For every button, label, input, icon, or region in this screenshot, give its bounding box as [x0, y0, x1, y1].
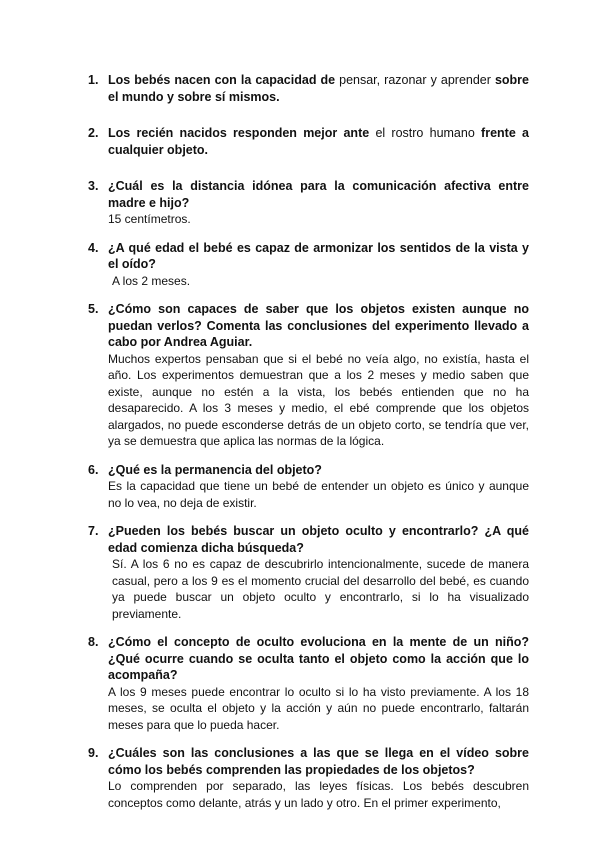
question-number: 2. — [88, 126, 99, 140]
question-text: ¿A qué edad el bebé es capaz de armonizar los sentidos de la vista y el oído? — [108, 240, 529, 271]
question-item-9 — [88, 745, 529, 811]
question-number: 4. — [88, 240, 99, 255]
question-item-3 — [88, 178, 529, 228]
answer-text: A los 2 meses. — [112, 273, 191, 288]
question-text: ¿Cómo son capaces de saber que los objetos existen aunque no puedan verlos? Comenta las conclusiones del experimento llevado a cabo por Andrea Aguiar. — [108, 302, 529, 349]
answer-text: Lo comprenden por separado, las leyes físicas. Los bebés descubren conceptos como delante, atrás y un lado y otro. En el primer experimento, — [108, 779, 529, 810]
question-number: 5. — [88, 302, 99, 316]
filled-answer: el rostro humano — [375, 126, 475, 140]
question-text: ¿Cuál es la distancia idónea para la comunicación afectiva entre madre e hijo? — [108, 179, 529, 210]
filled-answer: pensar, razonar y aprender — [339, 73, 491, 87]
answer-text: Muchos expertos pensaban que si el bebé no veía algo, no existía, hasta el año. Los experimentos demuestran que a los 2 meses y medio saben que existe, aunque no estén a la vista, los bebés entienden que no ha desaparecido. A los 3 meses y medio, el ebé comprende que los objetos alargados, no puede esconderse detrás de un objeto corto, se tendría que ver, ya se demuestra que aplica las normas de la lógica. — [108, 351, 529, 448]
question-number: 6. — [88, 462, 99, 477]
answer-text: A los 9 meses puede encontrar lo oculto si lo ha visto previamente. A los 18 meses, se oculta el objeto y la acción y aún no puede encontrarlo, faltarán meses para que lo pueda hacer. — [108, 684, 529, 732]
question-list — [88, 72, 529, 811]
question-text: ¿Qué es la permanencia del objeto? — [108, 462, 322, 477]
question-text: Los recién nacidos responden mejor ante el rostro humano frente a cualquier objeto. — [108, 126, 529, 157]
question-item-2 — [88, 125, 529, 158]
question-item-4 — [88, 240, 529, 290]
question-text: ¿Cómo el concepto de oculto evoluciona en la mente de un niño? ¿Qué ocurre cuando se oculta tanto el objeto como la acción que lo acompaña? — [108, 635, 529, 682]
question-item-6 — [88, 462, 529, 512]
question-number: 3. — [88, 179, 99, 193]
question-number: 9. — [88, 746, 99, 760]
question-number: 7. — [88, 524, 99, 538]
question-text: ¿Pueden los bebés buscar un objeto oculto y encontrarlo? ¿A qué edad comienza dicha búsqueda? — [108, 524, 529, 555]
answer-text: Es la capacidad que tiene un bebé de entender un objeto es único y aunque no lo vea, no deja de existir. — [108, 479, 529, 510]
question-text: ¿Cuáles son las conclusiones a las que se llega en el vídeo sobre cómo los bebés comprenden las propiedades de los objetos? — [108, 746, 529, 777]
question-number: 8. — [88, 635, 99, 649]
question-number: 1. — [88, 73, 99, 87]
question-item-1 — [88, 72, 529, 105]
question-item-8 — [88, 634, 529, 733]
answer-text: Sí. A los 6 no es capaz de descubrirlo intencionalmente, sucede de manera casual, pero a los 9 es el momento crucial del desarrollo del bebé, es cuando ya puede buscar un objeto oculto y encontrarlo, si lo ha visualizado previamente. — [112, 557, 529, 621]
question-text: Los bebés nacen con la capacidad de pensar, razonar y aprender sobre el mundo y sobre sí mismos. — [108, 73, 529, 104]
question-item-5 — [88, 301, 529, 450]
question-item-7 — [88, 523, 529, 622]
answer-text: 15 centímetros. — [108, 212, 191, 226]
